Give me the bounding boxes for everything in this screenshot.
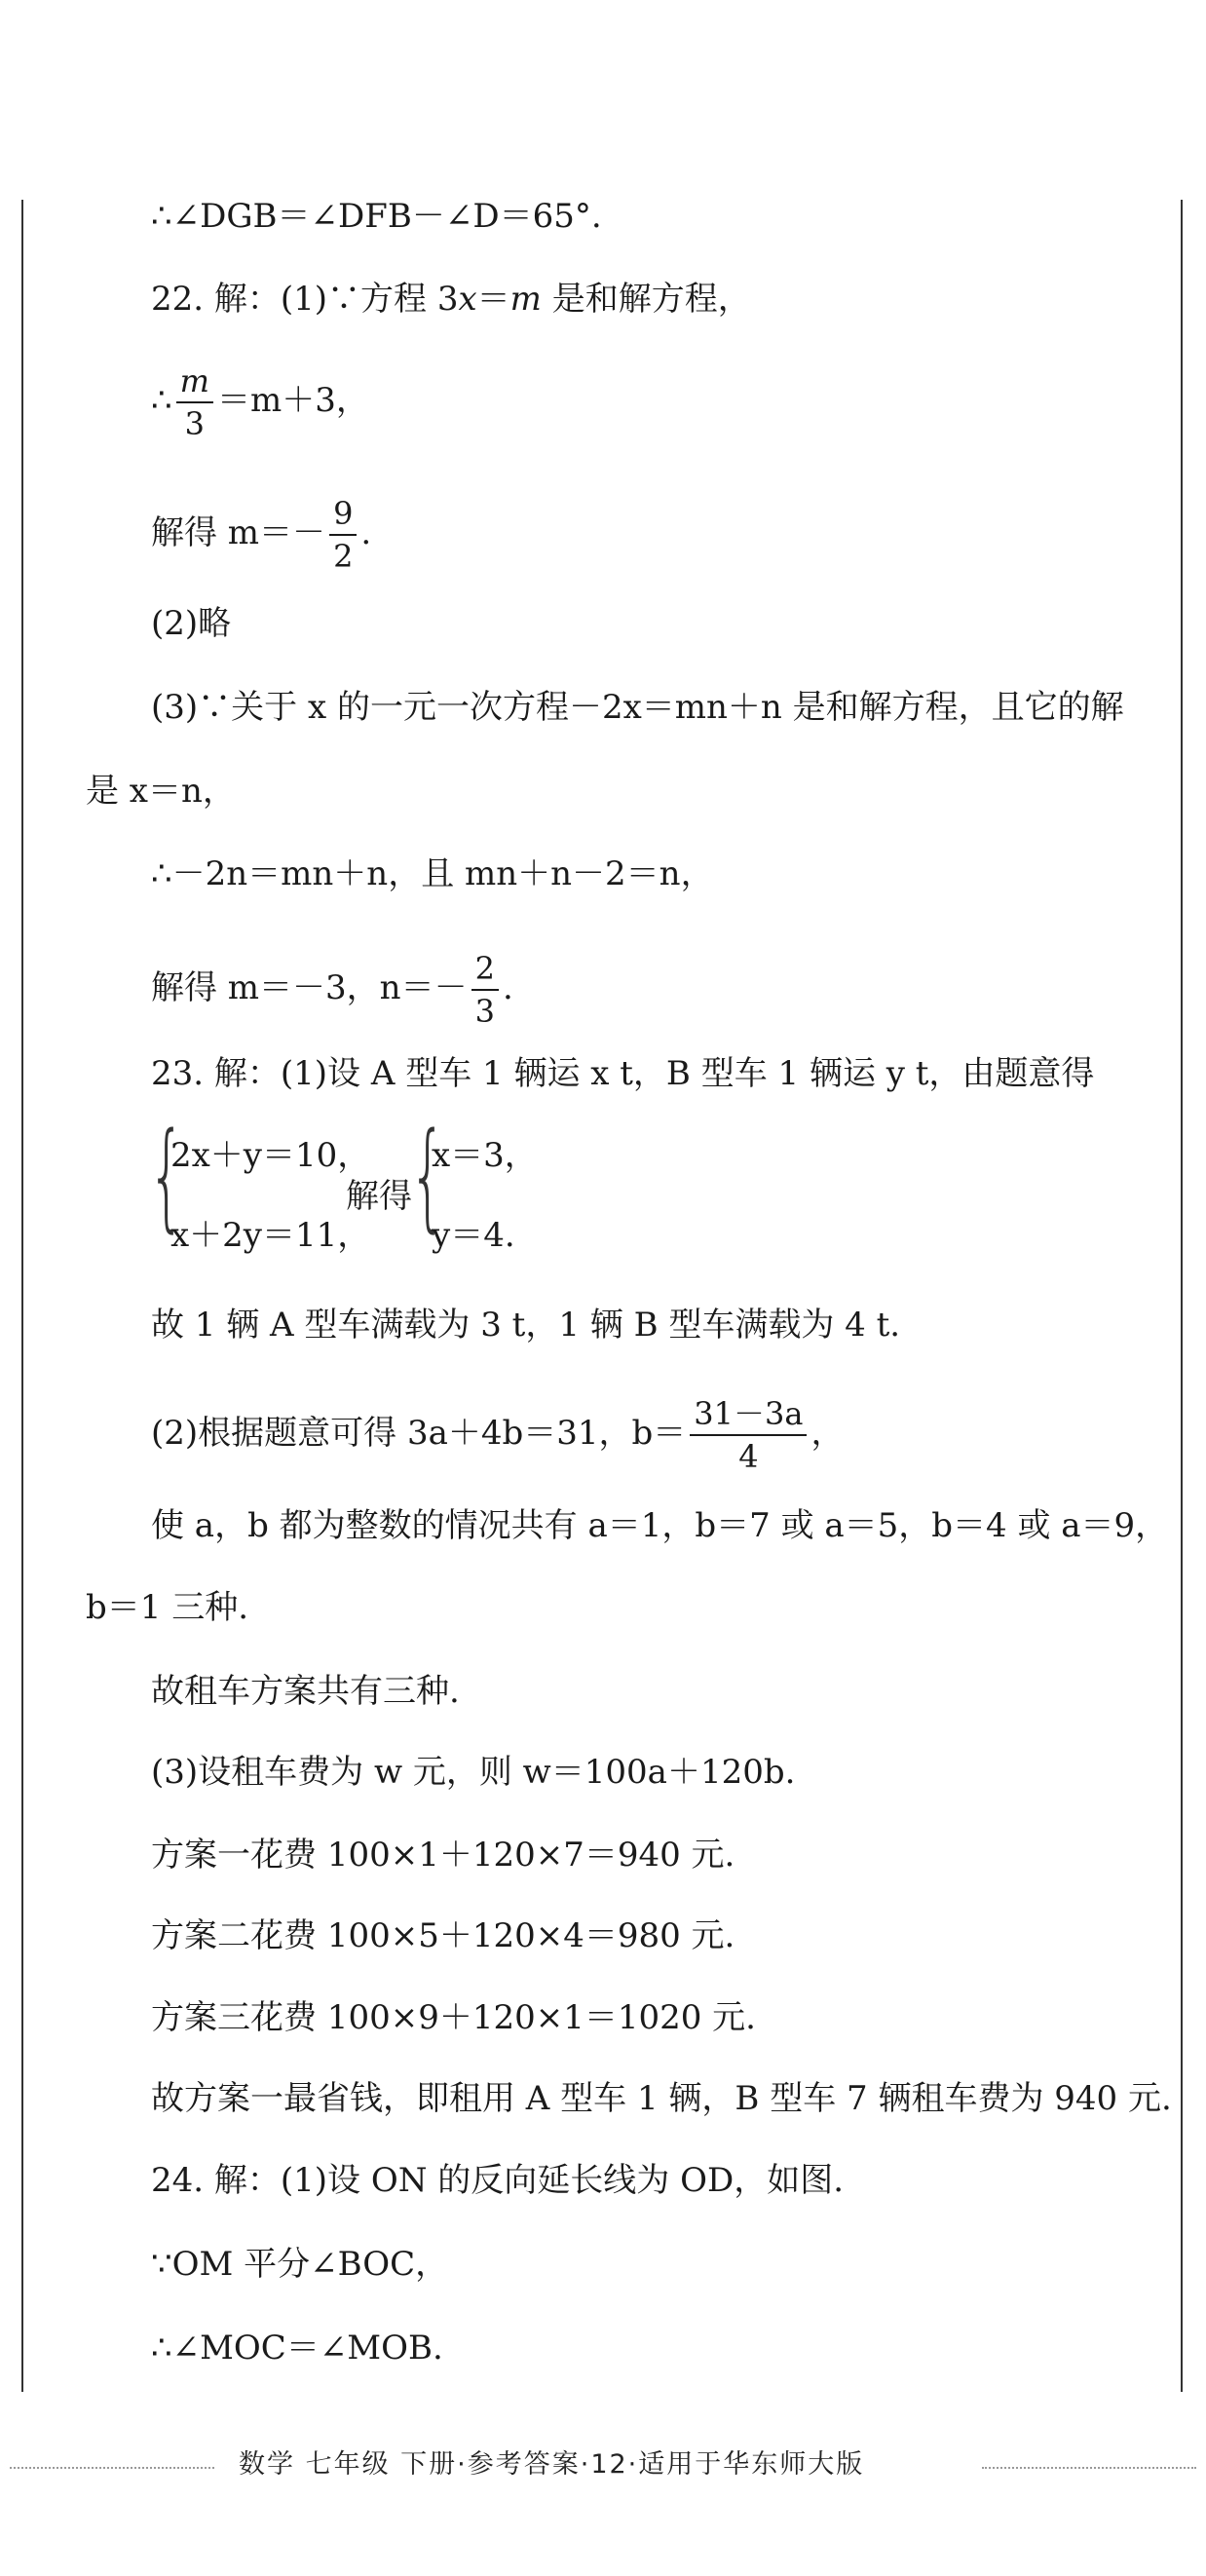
problem-22-heading xyxy=(151,276,751,322)
text-line: b＝1 三种. xyxy=(86,1588,249,1627)
var-x: x xyxy=(458,280,477,319)
text-line: ∴∠MOC＝∠MOB. xyxy=(151,2329,443,2368)
text-line: 方案三花费 100×9＋120×1＝1020 元. xyxy=(151,1998,756,2037)
left-brace-icon: { xyxy=(148,1109,186,1244)
solution-line xyxy=(151,950,513,1030)
text-line: 是 x＝n， xyxy=(86,772,236,811)
text-line: 方案二花费 100×5＋120×4＝980 元. xyxy=(151,1916,735,1955)
fraction-denominator: 2 xyxy=(333,538,354,575)
text-line: (2)略 xyxy=(151,604,232,643)
solution-line xyxy=(151,495,371,575)
fraction xyxy=(176,362,213,442)
footer-dotted-rule xyxy=(982,2467,1196,2469)
system-2-top: x＝3， xyxy=(432,1136,538,1175)
text-line: ∴∠DGB＝∠DFB－∠D＝65°. xyxy=(151,197,602,236)
text-span: ， xyxy=(810,1414,845,1453)
text-span: ＝m＋3， xyxy=(216,381,369,420)
text-span: 解得 m＝－ xyxy=(151,513,326,552)
fraction-numerator: 9 xyxy=(329,495,357,536)
fraction-denominator: 3 xyxy=(184,405,205,442)
text-line: 方案一花费 100×1＋120×7＝940 元. xyxy=(151,1836,735,1875)
footer-dotted-rule xyxy=(10,2467,214,2469)
text-line: 故 1 辆 A 型车满载为 3 t，1 辆 B 型车满载为 4 t. xyxy=(151,1306,901,1345)
fraction xyxy=(329,495,357,575)
text-span: 是和解方程， xyxy=(541,280,751,319)
text-line: (3)设租车费为 w 元，则 w＝100a＋120b. xyxy=(151,1753,796,1792)
fraction-denominator: 4 xyxy=(738,1438,759,1475)
system-1-bottom: x＋2y＝11， xyxy=(170,1216,371,1255)
equation-line xyxy=(151,362,369,442)
fraction xyxy=(471,950,499,1030)
text-line: ∵OM 平分∠BOC， xyxy=(151,2245,449,2284)
text-line: 使 a，b 都为整数的情况共有 a＝1，b＝7 或 a＝5，b＝4 或 a＝9， xyxy=(151,1506,1169,1545)
fraction xyxy=(690,1395,807,1475)
solve-label: 解得 xyxy=(346,1177,412,1216)
right-margin-rule xyxy=(1181,200,1183,2392)
text-span: (2)根据题意可得 3a＋4b＝31，b＝ xyxy=(151,1414,687,1453)
text-span: 解得 m＝－3，n＝－ xyxy=(151,968,468,1007)
therefore-symbol: ∴ xyxy=(151,381,172,420)
text-line: ∴－2n＝mn＋n，且 mn＋n－2＝n， xyxy=(151,854,714,893)
system-1-top: 2x＋y＝10， xyxy=(170,1136,371,1175)
text-line: (3)∵关于 x 的一元一次方程－2x＝mn＋n 是和解方程，且它的解 xyxy=(151,688,1124,727)
fraction-numerator: 2 xyxy=(471,950,499,991)
footer-text: 数学 七年级 下册·参考答案·12·适用于华东师大版 xyxy=(239,2449,865,2480)
problem-24-heading: 24. 解：(1)设 ON 的反向延长线为 OD，如图. xyxy=(151,2161,845,2200)
text-span: ＝ xyxy=(476,280,510,319)
problem-23-heading: 23. 解：(1)设 A 型车 1 辆运 x t，B 型车 1 辆运 y t，由题意得 xyxy=(151,1054,1095,1093)
text-line: 故方案一最省钱，即租用 A 型车 1 辆，B 型车 7 辆租车费为 940 元. xyxy=(151,2079,1172,2118)
var-m: m xyxy=(509,280,542,319)
left-brace-icon: { xyxy=(409,1109,447,1244)
page-footer xyxy=(0,2445,1206,2484)
left-margin-rule xyxy=(21,200,23,2392)
text-span: . xyxy=(360,513,372,552)
equation-line xyxy=(151,1395,844,1475)
fraction-numerator: m xyxy=(176,362,213,403)
text-span: 22. 解：(1)∵方程 3 xyxy=(151,280,459,319)
text-line: 故租车方案共有三种. xyxy=(151,1672,460,1711)
fraction-numerator: 31－3a xyxy=(690,1395,807,1436)
system-2-bottom: y＝4. xyxy=(432,1216,515,1255)
text-span: . xyxy=(502,968,513,1007)
fraction-denominator: 3 xyxy=(474,993,495,1030)
